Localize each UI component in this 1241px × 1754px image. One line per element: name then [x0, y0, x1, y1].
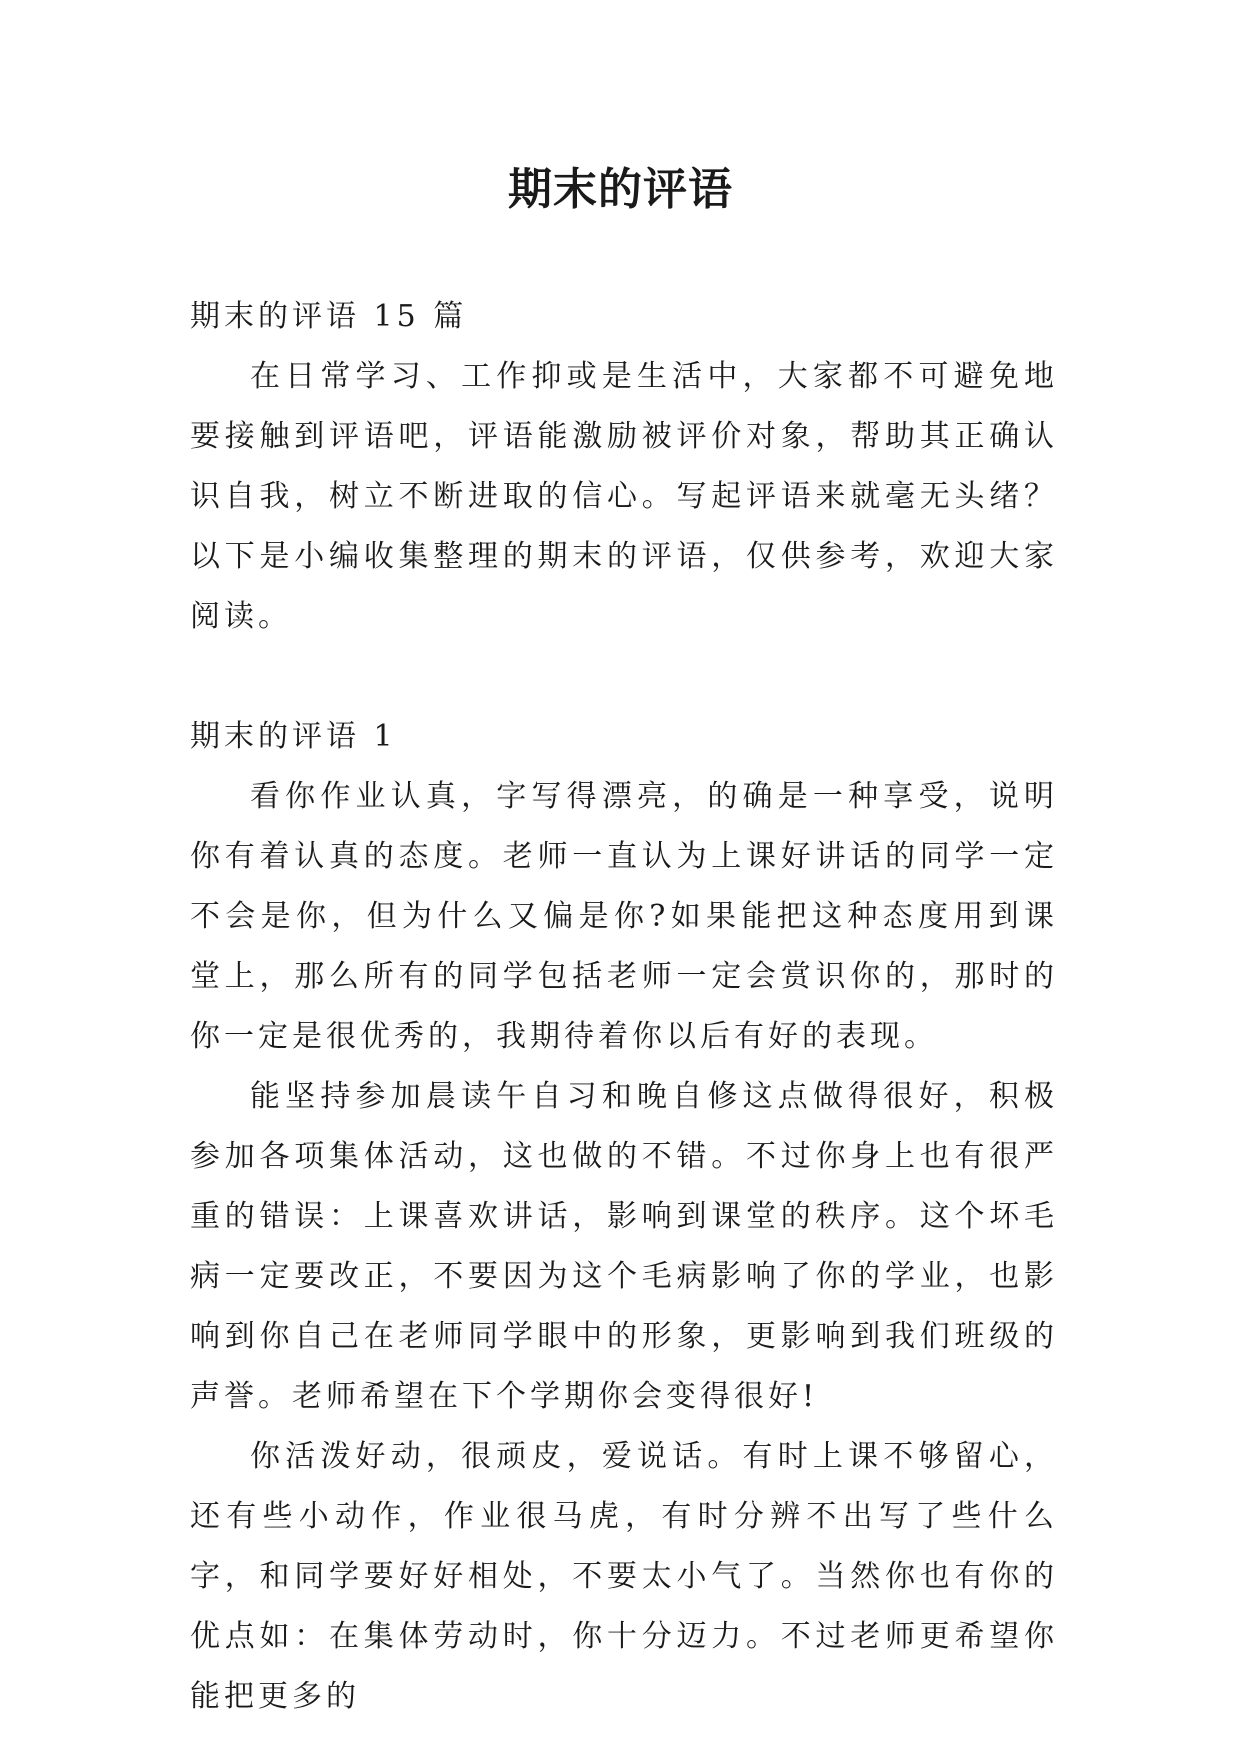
- comment-paragraph: 能坚持参加晨读午自习和晚自修这点做得很好，积极参加各项集体活动，这也做的不错。不过你身上也有很严重的错误：上课喜欢讲话，影响到课堂的秩序。这个坏毛病一定要改正，不要因为这个毛病影响了你的学业，也影响到你自己在老师同学眼中的形象，更影响到我们班级的声誉。老师希望在下个学期你会变得很好!: [190, 1079, 1058, 1414]
- document-body: [190, 287, 1058, 1727]
- section-spacer: [190, 647, 1058, 707]
- comment-paragraph: 看你作业认真，字写得漂亮，的确是一种享受，说明你有着认真的态度。老师一直认为上课好讲话的同学一定不会是你，但为什么又偏是你?如果能把这种态度用到课堂上，那么所有的同学包括老师一定会赏识你的，那时的你一定是很优秀的，我期待着你以后有好的表现。: [190, 779, 1058, 1054]
- intro-paragraph: 在日常学习、工作抑或是生活中，大家都不可避免地要接触到评语吧，评语能激励被评价对象，帮助其正确认识自我，树立不断进取的信心。写起评语来就毫无头绪？以下是小编收集整理的期末的评语，仅供参考，欢迎大家阅读。: [190, 359, 1058, 634]
- document-title: 期末的评语: [508, 164, 733, 215]
- intro-heading: 期末的评语 15 篇: [190, 299, 468, 334]
- section-heading: 期末的评语 1: [190, 719, 397, 754]
- comment-paragraph: 你活泼好动，很顽皮，爱说话。有时上课不够留心，还有些小动作，作业很马虎，有时分辨不出写了些什么字，和同学要好好相处，不要太小气了。当然你也有你的优点如：在集体劳动时，你十分迈力。不过老师更希望你能把更多的: [190, 1439, 1058, 1714]
